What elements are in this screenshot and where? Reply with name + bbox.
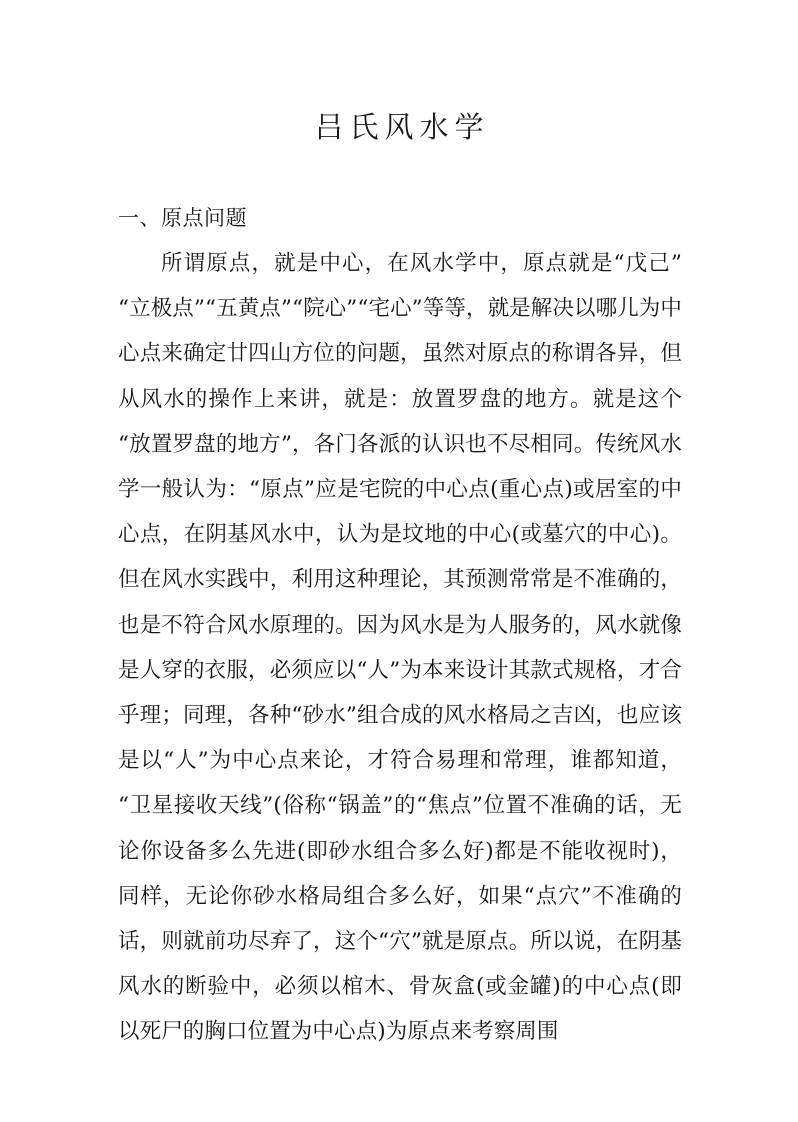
document-body — [118, 196, 682, 1055]
section-heading-origin-point: 一、原点问题 — [118, 206, 247, 230]
body-paragraph-1: 所谓原点，就是中心，在风水学中，原点就是“戊己”“立极点”“五黄点”“院心”“宅心”等等，就是解决以哪儿为中心点来确定廿四山方位的问题，虽然对原点的称谓各异，但从风水的操作上来讲，就是：放置罗盘的地方。就是这个“放置罗盘的地方”，各门各派的认识也不尽相同。传统风水学一般认为：“原点”应是宅院的中心点(重心点)或居室的中心点，在阴基风水中，认为是坟地的中心(或墓穴的中心)。但在风水实践中，利用这种理论，其预测常常是不准确的，也是不符合风水原理的。因为风水是为人服务的，风水就像是人穿的衣服，必须应以“人”为本来设计其款式规格，才合乎理；同理，各种“砂水”组合成的风水格局之吉凶，也应该是以“人”为中心点来论，才符合易理和常理，谁都知道，“卫星接收天线”(俗称“锅盖”的“焦点”位置不准确的话，无论你设备多么先进(即砂水组合多么好)都是不能收视时)，同样，无论你砂水格局组合多么好，如果“点穴”不准确的话，则就前功尽弃了，这个“穴”就是原点。所以说，在阴基风水的断验中，必须以棺木、骨灰盒(或金罐)的中心点(即以死尸的胸口位置为中心点)为原点来考察周围 — [118, 251, 682, 1045]
page-title: 吕氏风水学 — [314, 110, 490, 145]
